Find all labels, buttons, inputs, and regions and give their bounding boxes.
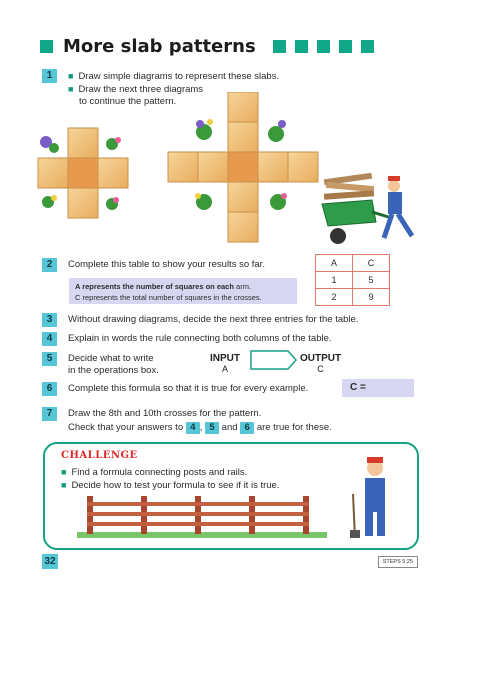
page-number: 32 <box>42 554 58 569</box>
formula-box[interactable]: C = <box>342 379 414 397</box>
flower-icon <box>195 193 212 210</box>
title-row <box>40 36 374 57</box>
note-a-label: A represents the number of squares on <box>75 282 217 291</box>
question-number-4: 4 <box>42 332 57 346</box>
variable-note <box>69 278 297 304</box>
square-bullet-icon <box>40 40 53 53</box>
table-header: A <box>316 255 353 272</box>
q5-text <box>68 353 159 377</box>
square-bullet-icon: ■ <box>68 84 74 94</box>
table-header: C <box>353 255 390 272</box>
operations-box <box>250 350 298 370</box>
square-bullet-icon <box>295 40 308 53</box>
wheelbarrow-icon <box>322 173 392 244</box>
ref-question-6: 6 <box>240 422 254 434</box>
q6-text: Complete this formula so that it is true for every example. <box>68 383 309 394</box>
challenge-box <box>43 442 419 550</box>
flower-icon <box>268 120 286 142</box>
gardener-icon <box>345 454 405 542</box>
table-cell: 2 <box>316 289 353 306</box>
table-cell: 9 <box>353 289 390 306</box>
q5-line-1: Decide what to write <box>68 353 154 364</box>
flower-icon <box>40 136 59 153</box>
flower-icon <box>106 137 121 150</box>
q1-bullet-1: Draw simple diagrams to represent these slabs. <box>78 71 280 82</box>
page-title: More slab patterns <box>63 36 256 57</box>
fence-icon <box>77 492 327 540</box>
challenge-list <box>61 466 279 492</box>
small-cross <box>38 128 128 218</box>
flower-icon <box>196 119 213 140</box>
table-row <box>316 289 390 306</box>
table-row <box>316 272 390 289</box>
table-cell: 5 <box>353 272 390 289</box>
flower-icon <box>42 195 57 208</box>
question-number-1: 1 <box>42 69 57 83</box>
flower-icon <box>270 193 287 210</box>
ref-question-4: 4 <box>186 422 200 434</box>
slab-illustrations <box>32 92 424 272</box>
q1-bullet-2-cont: to continue the pattern. <box>79 96 177 107</box>
input-label: INPUT A <box>210 353 240 374</box>
gardener-icon <box>384 176 412 238</box>
worksheet-page <box>32 24 424 572</box>
question-number-7: 7 <box>42 407 57 421</box>
q5-line-2: in the operations box. <box>68 365 159 376</box>
q2-text: Complete this table to show your results so far. <box>68 259 265 270</box>
question-number-6: 6 <box>42 382 57 396</box>
q3-text: Without drawing diagrams, decide the next three entries for the table. <box>68 314 359 325</box>
q1-bullet-2: Draw the next three diagrams <box>78 84 204 95</box>
square-bullet-icon <box>273 40 286 53</box>
question-number-5: 5 <box>42 352 57 366</box>
note-each: each <box>216 282 234 291</box>
square-bullet-icon <box>361 40 374 53</box>
q7-line-2: Check that your answers to 4 , 5 and 6 are true for these. <box>68 422 332 433</box>
square-bullet-icon <box>317 40 330 53</box>
footer-tag: STEPS 5:25 <box>378 556 418 568</box>
challenge-item-2: Decide how to test your formula to see if it is true. <box>71 480 280 491</box>
challenge-item-1: Find a formula connecting posts and rails. <box>71 467 248 478</box>
large-cross <box>168 92 318 242</box>
table-cell: 1 <box>316 272 353 289</box>
note-c-label: C represents the total number of squares in the crosses. <box>75 293 262 302</box>
square-bullet-icon: ■ <box>61 467 67 477</box>
flower-icon <box>106 197 119 210</box>
q4-text: Explain in words the rule connecting both columns of the table. <box>68 333 332 344</box>
question-number-2: 2 <box>42 258 57 272</box>
question-number-3: 3 <box>42 313 57 327</box>
square-bullet-icon: ■ <box>68 71 74 81</box>
note-arm: arm. <box>233 282 252 291</box>
q7-line-1: Draw the 8th and 10th crosses for the pattern. <box>68 408 262 419</box>
output-label: OUTPUT C <box>300 353 342 374</box>
challenge-title: CHALLENGE <box>61 450 138 461</box>
q7-text <box>68 408 332 434</box>
square-bullet-icon <box>339 40 352 53</box>
results-table <box>315 254 390 306</box>
ref-question-5: 5 <box>205 422 219 434</box>
square-bullet-icon: ■ <box>61 480 67 490</box>
